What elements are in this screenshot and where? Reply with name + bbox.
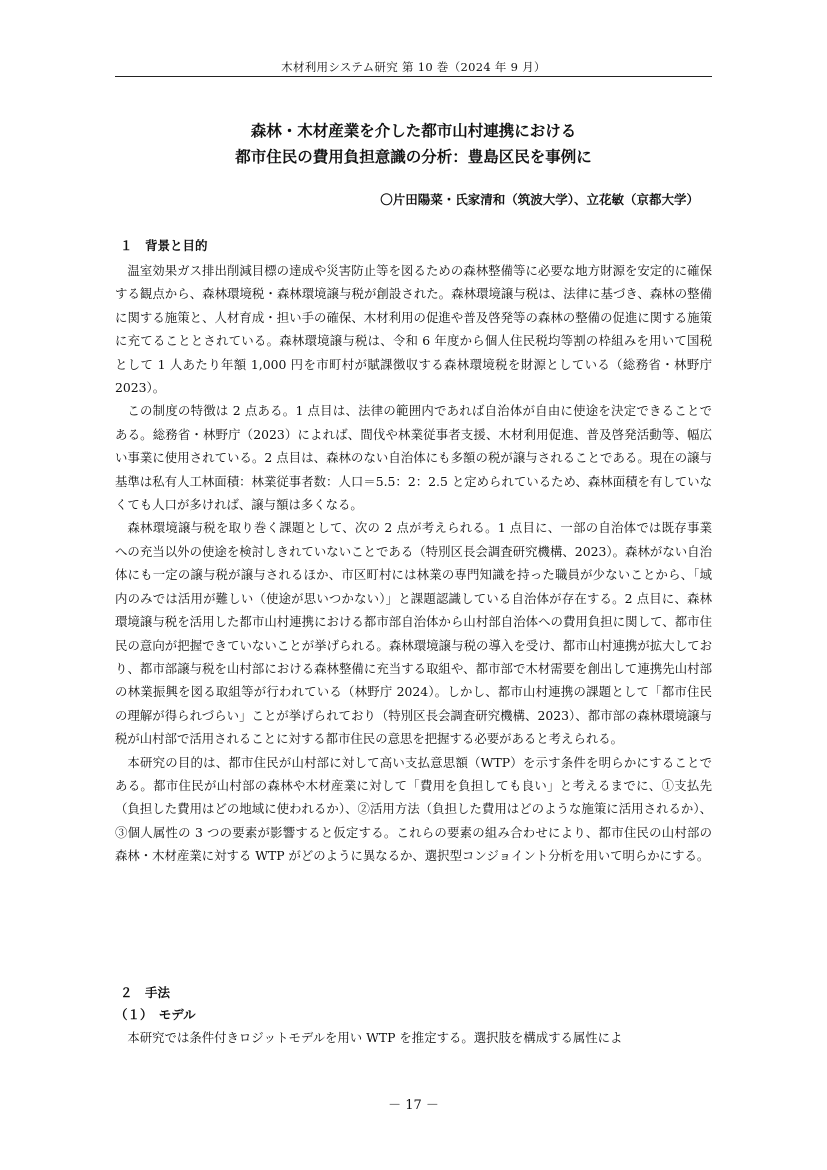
- section-2-heading: ２ 手法: [120, 985, 171, 1000]
- header-divider: [115, 76, 712, 77]
- paragraph: 本研究の目的は、都市住民が山村部に対して高い支払意思額（WTP）を示す条件を明らかにすることである。都市住民が山村部の森林や木材産業に対して「費用を負担しても良い」と考えるまでに、①支払先（負担した費用はどの地域に使われるか）、②活用方法（負担した費用はどのような施策に活用されるか）、③個人属性の 3 つの要素が影響すると仮定する。これらの要素の組み合わせにより、都市住民の山村部の森林・木材産業に対する WTP がどのように異なるか、選択型コンジョイント分析を用いて明らかにする。: [115, 754, 712, 864]
- paragraph: 温室効果ガス排出削減目標の達成や災害防止等を図るための森林整備等に必要な地方財源を安定的に確保する観点から、森林環境税・森林環境譲与税が創設された。森林環境譲与税は、法律に基づき、森林の整備に関する施策と、人材育成・担い手の確保、木材利用の促進や普及啓発等の森林の整備の促進に関する施策に充てることとされている。森林環境譲与税は、令和 6 年度から個人住民税均等割の枠組みを用いて国税として 1 人あたり年額 1,000 円を市町村が賦課徴収する森林環境税を財源としている（総務省・林野庁 2023）。: [115, 263, 712, 396]
- paper-title: [115, 118, 712, 170]
- paragraph: この制度の特徴は 2 点ある。1 点目は、法律の範囲内であれば自治体が自由に使途を決定できることである。総務省・林野庁（2023）によれば、間伐や林業従事者支援、木材利用促進、普及啓発活動等、幅広い事業に使用されている。2 点目は、森林のない自治体にも多額の税が譲与されることである。現在の譲与基準は私有人工林面積：林業従事者数：人口＝5.5：2：2.5 と定められているため、森林面積を有していなくても人口が多ければ、譲与額は多くなる。: [115, 403, 712, 513]
- paragraph: 本研究では条件付きロジットモデルを用い WTP を推定する。選択肢を構成する属性によ: [127, 1030, 623, 1045]
- title-line-1: 森林・木材産業を介した都市山村連携における: [250, 122, 577, 140]
- section-2-body: [115, 1026, 712, 1049]
- author-list: 〇片田陽菜・氏家清和（筑波大学）、立花敏（京都大学）: [380, 192, 699, 207]
- paragraph: 森林環境譲与税を取り巻く課題として、次の 2 点が考えられる。1 点目に、一部の自治体では既存事業への充当以外の使途を検討しきれていないことである（特別区長会調査研究機構、2023）。森林がない自治体にも一定の譲与税が譲与されるほか、市区町村には林業の専門知識を持った職員が少ないことから、「域内のみでは活用が難しい（使途が思いつかない）」と課題認識している自治体が存在する。2 点目に、森林環境譲与税を活用した都市山村連携における都市部自治体から山村部自治体への費用負担に関して、都市住民の意向が把握できていないことが挙げられる。森林環境譲与税の導入を受け、都市山村連携が拡大しており、都市部譲与税を山村部における森林整備に充当する取組や、都市部で木材需要を創出して連携先山村部の林業振興を図る取組等が行われている（林野庁 2024）。しかし、都市山村連携の課題として「都市住民の理解が得られづらい」ことが挙げられており（特別区長会調査研究機構、2023）、都市部の森林環境譲与税が山村部で活用されることに対する都市住民の意思を把握する必要があると考えられる。: [115, 520, 712, 747]
- page-number: － 17 －: [388, 1098, 439, 1113]
- section-1-body: [115, 259, 712, 868]
- section-1-heading: １ 背景と目的: [120, 238, 208, 253]
- title-line-2: 都市住民の費用負担意識の分析：豊島区民を事例に: [235, 148, 592, 166]
- subsection-heading: （１） モデル: [115, 1007, 196, 1022]
- running-header: 木材利用システム研究 第 10 巻（2024 年 9 月）: [281, 60, 546, 74]
